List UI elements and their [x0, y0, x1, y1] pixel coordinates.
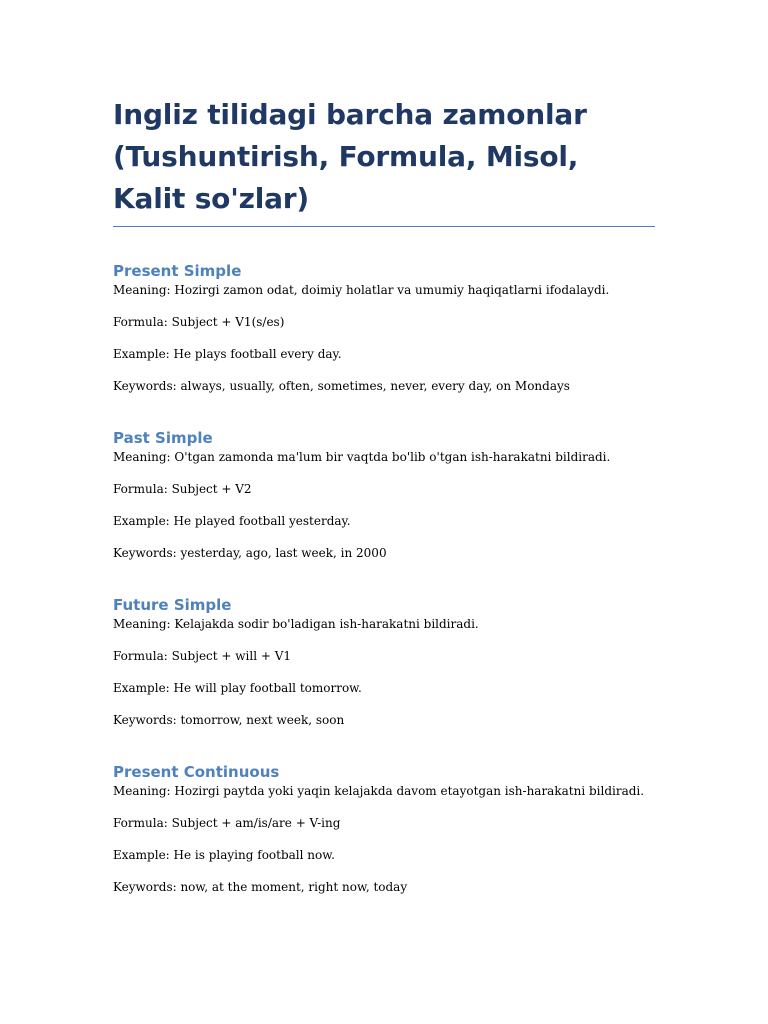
section-present-simple	[113, 260, 655, 394]
example-line: Example: He plays football every day.	[113, 347, 342, 361]
meaning-line: Meaning: Hozirgi zamon odat, doimiy holatlar va umumiy haqiqatlarni ifodalaydi.	[113, 283, 610, 297]
example-line: Example: He played football yesterday.	[113, 514, 351, 528]
document-page	[113, 94, 655, 895]
section-heading: Past Simple	[113, 429, 213, 447]
section-heading: Present Simple	[113, 262, 242, 280]
formula-line: Formula: Subject + am/is/are + V-ing	[113, 816, 341, 830]
section-past-simple	[113, 427, 655, 561]
meaning-line: Meaning: O'tgan zamonda ma'lum bir vaqtda bo'lib o'tgan ish-harakatni bildiradi.	[113, 450, 611, 464]
section-future-simple	[113, 594, 655, 728]
example-line: Example: He is playing football now.	[113, 848, 335, 862]
formula-line: Formula: Subject + will + V1	[113, 649, 292, 663]
section-heading: Future Simple	[113, 596, 232, 614]
keywords-line: Keywords: yesterday, ago, last week, in 2000	[113, 546, 387, 560]
formula-line: Formula: Subject + V1(s/es)	[113, 315, 285, 329]
meaning-line: Meaning: Hozirgi paytda yoki yaqin kelajakda davom etayotgan ish-harakatni bildiradi.	[113, 784, 645, 798]
section-heading: Present Continuous	[113, 763, 280, 781]
keywords-line: Keywords: tomorrow, next week, soon	[113, 713, 345, 727]
section-present-continuous	[113, 761, 655, 895]
document-title: Ingliz tilidagi barcha zamonlar (Tushuntirish, Formula, Misol, Kalit so'zlar)	[113, 94, 655, 227]
keywords-line: Keywords: now, at the moment, right now, today	[113, 880, 408, 894]
meaning-line: Meaning: Kelajakda sodir bo'ladigan ish-harakatni bildiradi.	[113, 617, 479, 631]
example-line: Example: He will play football tomorrow.	[113, 681, 362, 695]
formula-line: Formula: Subject + V2	[113, 482, 252, 496]
keywords-line: Keywords: always, usually, often, sometimes, never, every day, on Mondays	[113, 379, 570, 393]
